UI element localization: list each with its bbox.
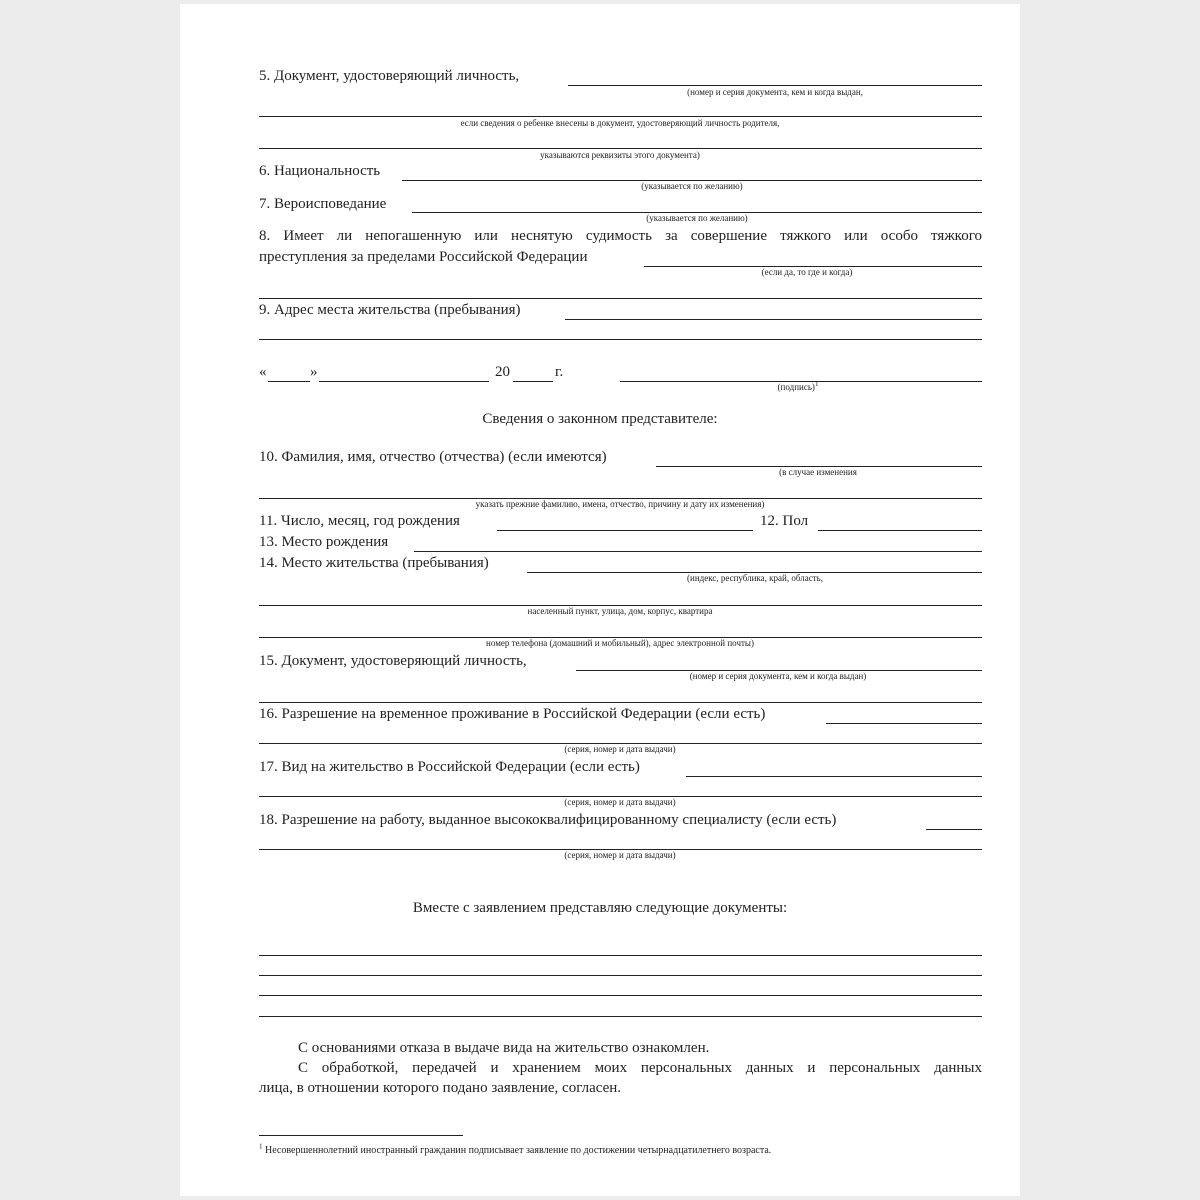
field-5-input-line[interactable] [568,85,982,86]
field-5-label: 5. Документ, удостоверяющий личность, [259,68,520,84]
field-6-label: 6. Национальность [259,163,381,179]
field-15-input-line-2[interactable] [259,702,982,703]
field-17-hint: (серия, номер и дата выдачи) [564,797,676,807]
field-8-label-line-2: преступления за пределами Российской Федерации [259,249,588,265]
documents-line-1[interactable] [259,955,982,956]
field-10-hint-1: (в случае изменения [779,467,857,477]
field-11-input-line[interactable] [497,530,753,531]
field-9-input-line[interactable] [565,319,982,320]
date-year-line[interactable] [513,381,553,382]
field-13-label: 13. Место рождения [259,534,389,550]
field-17-input-line[interactable] [686,776,982,777]
date-month-line[interactable] [319,381,489,382]
field-14-hint-2: населенный пункт, улица, дом, корпус, квартира [527,606,713,616]
field-8-label-line-1: 8. Имеет ли непогашенную или неснятую судимость за совершение тяжкого или особо тяжкого [259,228,982,244]
footnote-separator [259,1135,463,1136]
field-5-hint-1: (номер и серия документа, кем и когда выдан, [687,87,863,97]
documents-line-2[interactable] [259,975,982,976]
date-close-quote: » [310,364,318,380]
field-15-hint: (номер и серия документа, кем и когда выдан) [689,671,867,681]
field-6-hint: (указывается по желанию) [641,181,743,191]
date-year-prefix: 20 [495,364,510,380]
field-5-input-line-3[interactable] [259,148,982,149]
field-5-input-line-2[interactable] [259,116,982,117]
field-18-input-line[interactable] [926,829,982,830]
field-13-input-line[interactable] [414,551,982,552]
documents-line-3[interactable] [259,995,982,996]
field-16-hint: (серия, номер и дата выдачи) [564,744,676,754]
field-14-label: 14. Место жительства (пребывания) [259,555,489,571]
field-8-hint: (если да, то где и когда) [761,267,853,277]
field-14-hint-3: номер телефона (домашний и мобильный), адрес электронной почты) [486,638,754,648]
acknowledgement-consent-line-2: лица, в отношении которого подано заявление, согласен. [259,1080,622,1096]
field-5-hint-2: если сведения о ребенке внесены в документ, удостоверяющий личность родителя, [460,118,780,128]
date-day-line[interactable] [268,381,310,382]
field-12-input-line[interactable] [818,530,982,531]
acknowledgement-refusal: С основаниями отказа в выдаче вида на жительство ознакомлен. [298,1040,710,1056]
field-15-label: 15. Документ, удостоверяющий личность, [259,653,527,669]
field-8-input-line-2[interactable] [259,298,982,299]
date-year-suffix: г. [555,364,564,380]
documents-line-4[interactable] [259,1016,982,1017]
field-14-hint-1: (индекс, республика, край, область, [687,573,823,583]
field-17-label: 17. Вид на жительство в Российской Федерации (если есть) [259,759,640,775]
field-11-label: 11. Число, месяц, год рождения [259,513,460,529]
field-16-label: 16. Разрешение на временное проживание в Российской Федерации (если есть) [259,706,766,722]
footnote: $^1$ Несовершеннолетний иностранный гражданин подписывает заявление по достижении четырнадцатилетнего возраста. [259,1142,772,1156]
field-10-label: 10. Фамилия, имя, отчество (отчества) (если имеются) [259,449,607,465]
field-10-hint-2: указать прежние фамилию, имена, отчество, причину и дату их изменения) [475,499,765,509]
field-18-label: 18. Разрешение на работу, выданное высококвалифицированному специалисту (если есть) [259,812,837,828]
representative-heading: Сведения о законном представителе: [482,411,718,427]
field-12-label: 12. Пол [760,513,809,529]
field-9-label: 9. Адрес места жительства (пребывания) [259,302,521,318]
field-16-input-line[interactable] [826,723,982,724]
field-5-hint-3: указываются реквизиты этого документа) [540,150,700,160]
documents-heading: Вместе с заявлением представляю следующие документы: [412,900,788,916]
field-7-hint: (указывается по желанию) [646,213,748,223]
form-page [180,4,1020,1196]
field-9-input-line-2[interactable] [259,339,982,340]
acknowledgement-consent-line-1: С обработкой, передачей и хранением моих персональных данных и персональных данных [298,1060,982,1076]
field-7-label: 7. Вероисповедание [259,196,387,212]
signature-hint: (подпись)$^1$ [777,380,819,392]
date-open-quote: « [259,364,267,380]
field-18-hint: (серия, номер и дата выдачи) [564,850,676,860]
